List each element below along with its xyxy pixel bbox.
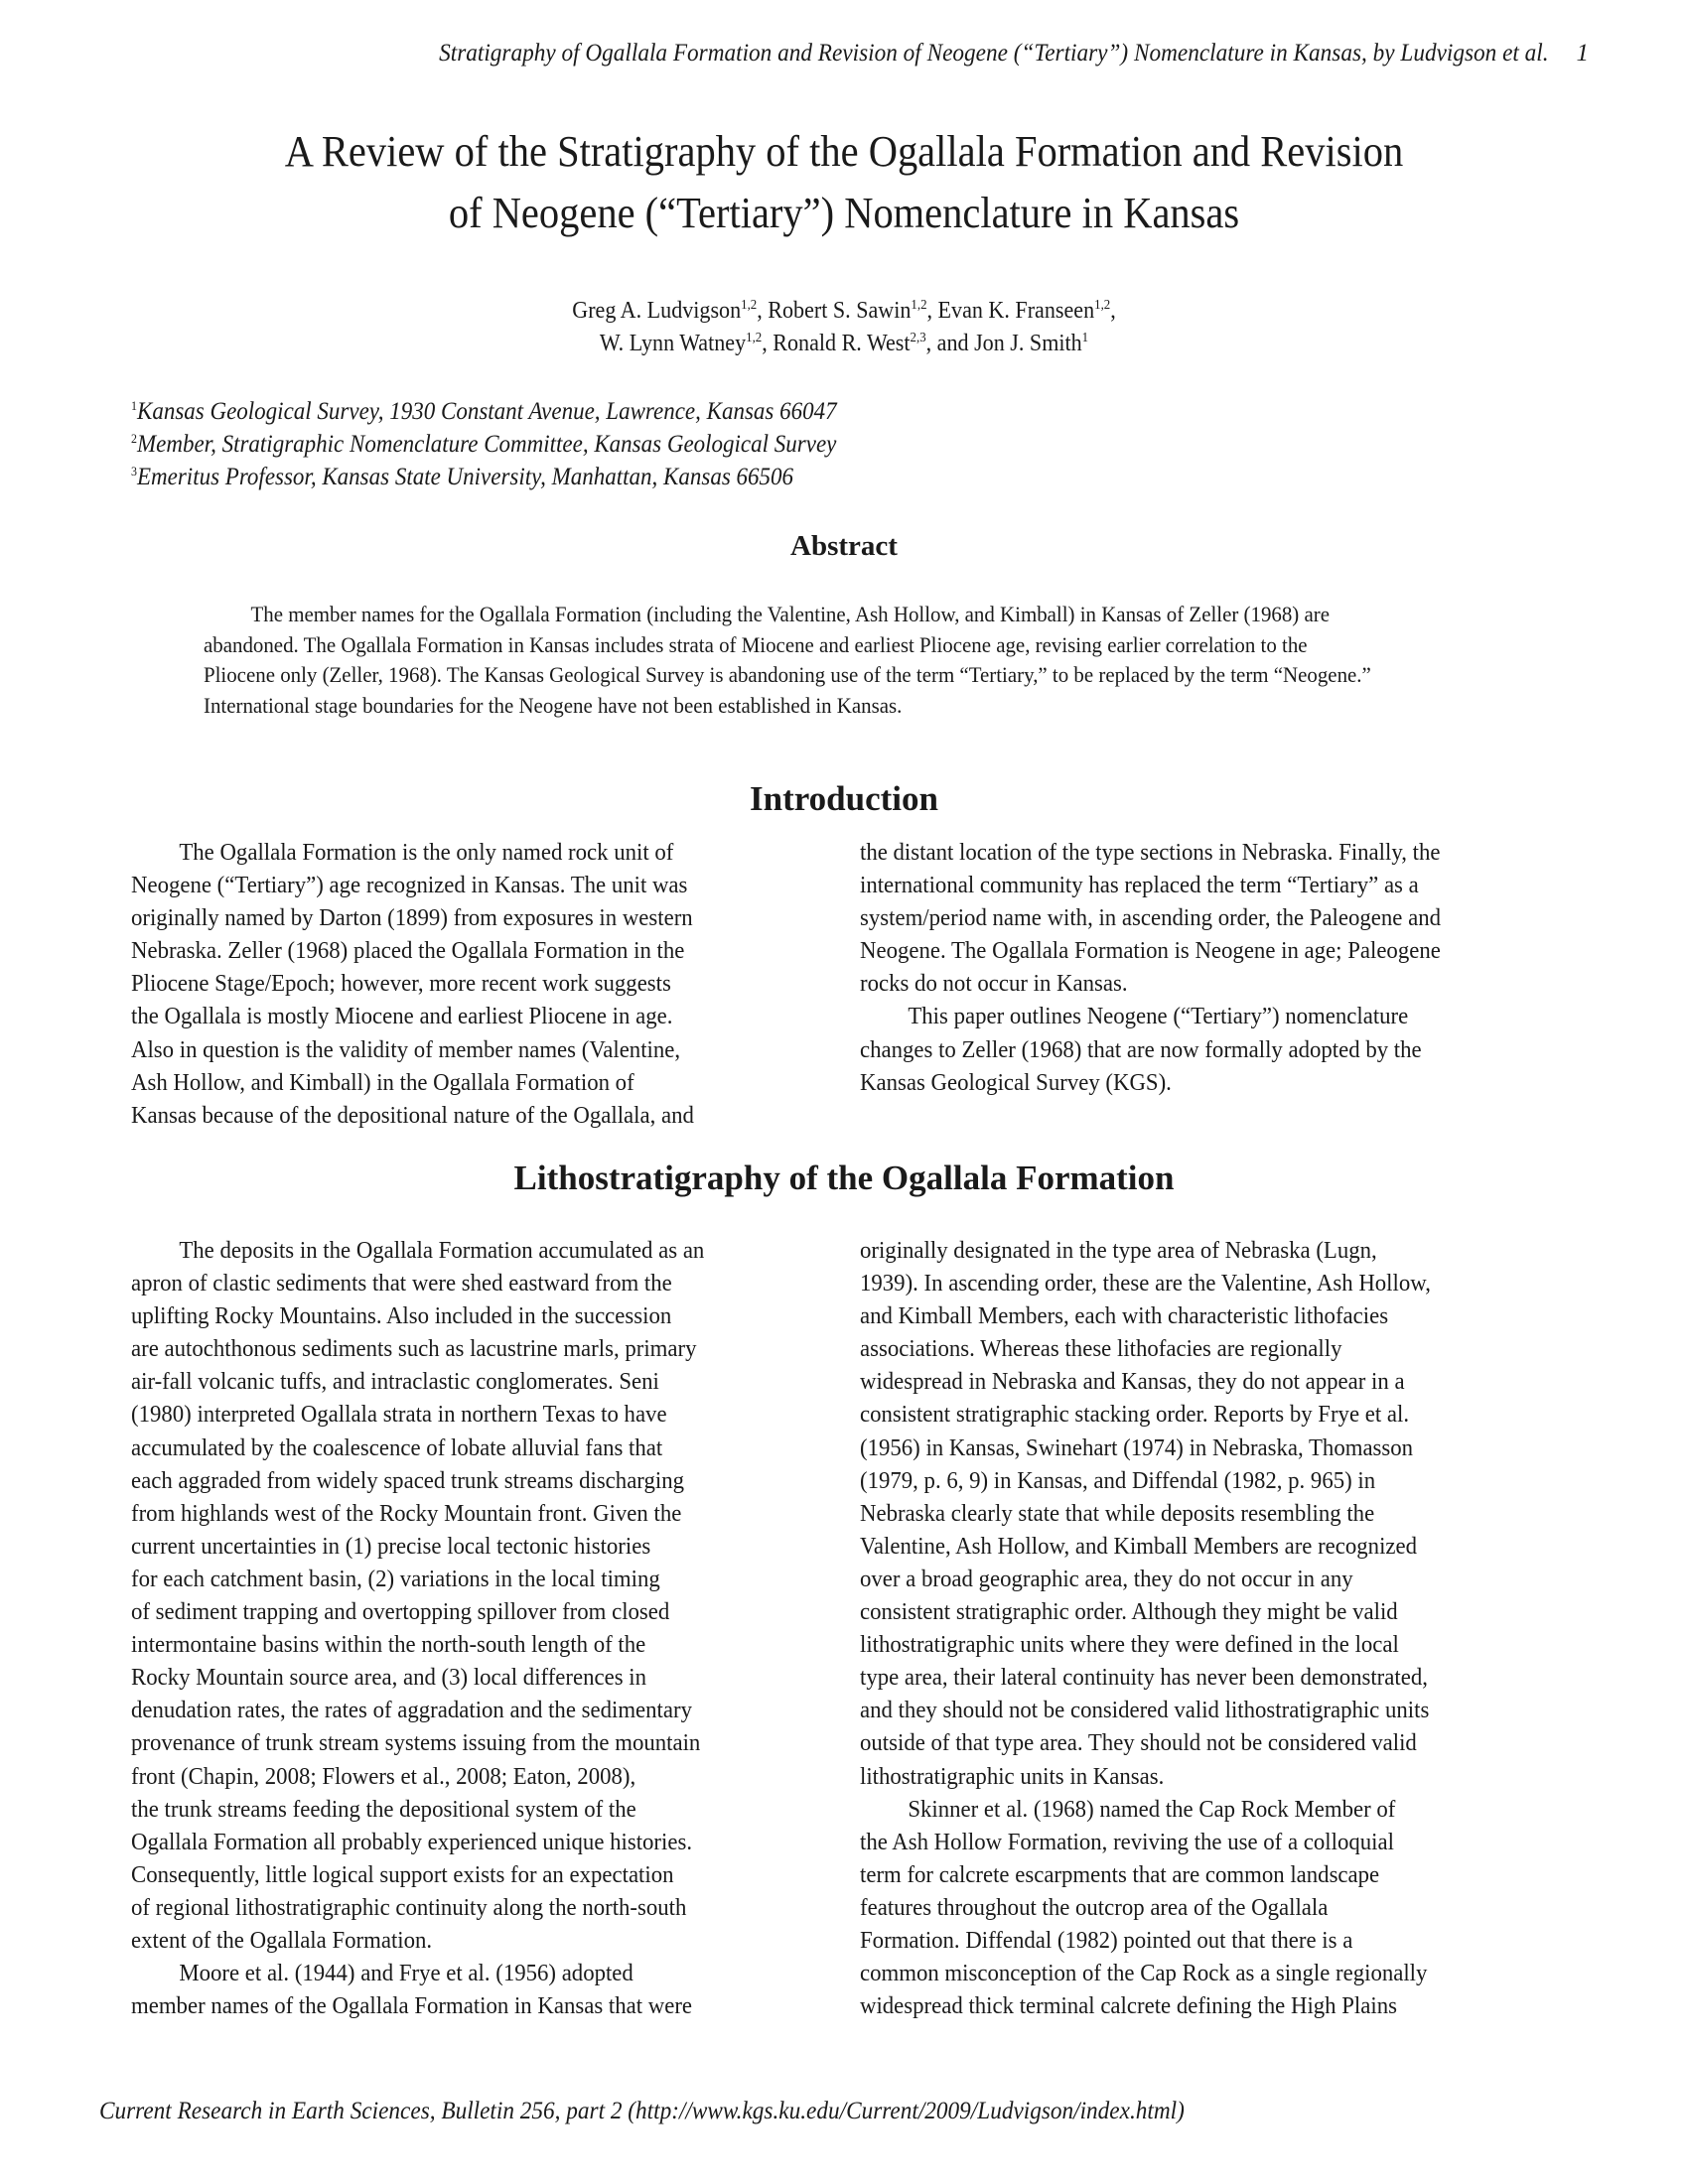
affiliation-text: Kansas Geological Survey, 1930 Constant Avenue, Lawrence, Kansas 66047 [136,398,837,425]
text-line: air-fall volcanic tuffs, and intraclastic conglomerates. Seni [131,1368,659,1396]
author-name: Ronald R. West [773,331,911,356]
affiliation [131,428,837,461]
author-line-2 [250,328,1438,360]
text-line: and they should not be considered valid lithostratigraphic units [860,1697,1430,1724]
text-line: uplifting Rocky Mountains. Also included in the succession [131,1302,672,1330]
author-affil-mark: 1,2 [1094,298,1111,313]
lithostratigraphy-left-column [131,1234,826,2022]
text-line: lithostratigraphic units where they were defined in the local [860,1631,1399,1659]
text-line: the Ogallala is mostly Miocene and earliest Pliocene in age. [131,1003,673,1030]
text-line: from highlands west of the Rocky Mountain front. Given the [131,1499,682,1527]
affiliation-text: Member, Stratigraphic Nomenclature Committee, Kansas Geological Survey [136,431,837,458]
text-line: and Kimball Members, each with characteristic lithofacies [860,1302,1389,1330]
text-line: features throughout the outcrop area of the Ogallala [860,1893,1329,1921]
text-line: Ash Hollow, and Kimball) in the Ogallala Formation of [131,1068,634,1096]
text-line: front (Chapin, 2008; Flowers et al., 2008; Eaton, 2008), [131,1762,636,1790]
text-line: rocks do not occur in Kansas. [860,970,1128,998]
author-name: W. Lynn Watney [599,331,747,356]
running-head-text: Stratigraphy of Ogallala Formation and Revision of Neogene (“Tertiary”) Nomenclature in Kansas, by Ludvigson et al. [439,40,1549,67]
title-line-1: A Review of the Stratigraphy of the Ogallala Formation and Revision [284,127,1404,176]
author-affil-mark: 1,2 [911,298,927,313]
text-line: over a broad geographic area, they do not occur in any [860,1565,1353,1592]
introduction-right-column [860,836,1555,1099]
paper-title [99,121,1589,244]
paragraph-first-line: The deposits in the Ogallala Formation accumulated as an [179,1237,705,1264]
text-line: are autochthonous sediments such as lacustrine marls, primary [131,1335,697,1363]
text-line: system/period name with, in ascending order, the Paleogene and [860,904,1442,932]
text-line: Valentine, Ash Hollow, and Kimball Members are recognized [860,1532,1418,1560]
text-line: denudation rates, the rates of aggradation and the sedimentary [131,1697,692,1724]
text-line: Pliocene Stage/Epoch; however, more recent work suggests [131,970,671,998]
author-name: Robert S. Sawin [768,298,912,324]
abstract-text: The member names for the Ogallala Formation (including the Valentine, Ash Hollow, and Kimball) in Kansas of Zeller (1968) are abandoned. The Ogallala Formation in Kansas includes strata of Miocene and earliest Pliocene age, revising earlier correlation to the Pliocene only (Zeller, 1968). The Kansas Geological Survey is abandoning use of the term “Tertiary,” to be replaced by the term “Neogene.” International stage boundaries for the Neogene have not been established in Kansas. [204,602,1371,718]
text-line: Neogene. The Ogallala Formation is Neogene in age; Paleogene [860,937,1441,965]
text-line: the Ash Hollow Formation, reviving the use of a colloquial [860,1828,1394,1855]
page-footer [99,2098,1266,2125]
text-line: Nebraska. Zeller (1968) placed the Ogallala Formation in the [131,937,685,965]
title-line-2: of Neogene (“Tertiary”) Nomenclature in Kansas [448,189,1240,237]
text-line: originally named by Darton (1899) from exposures in western [131,904,693,932]
affiliation-text: Emeritus Professor, Kansas State University, Manhattan, Kansas 66506 [136,464,794,490]
affiliations [131,395,898,493]
author-affil-mark: 1,2 [746,331,763,345]
affiliation [131,461,837,493]
text-line: international community has replaced the term “Tertiary” as a [860,872,1419,899]
text-line: associations. Whereas these lithofacies are regionally [860,1335,1342,1363]
text-line: Rocky Mountain source area, and (3) local differences in [131,1664,647,1692]
text-line: widespread thick terminal calcrete defining the High Plains [860,1992,1397,2020]
abstract-heading: Abstract [790,530,898,562]
author-line-1 [250,295,1438,328]
footer-citation: Current Research in Earth Sciences, Bulletin 256, part 2 (http://www.kgs.ku.edu/Current/2009/Ludvigson/index.html) [99,2098,1185,2124]
paragraph-first-line: The Ogallala Formation is the only named rock unit of [179,839,674,866]
introduction-heading: Introduction [750,779,938,818]
author-name: Evan K. Franseen [937,298,1095,324]
text-line: (1956) in Kansas, Swinehart (1974) in Nebraska, Thomasson [860,1433,1414,1461]
text-line: 1939). In ascending order, these are the Valentine, Ash Hollow, [860,1270,1431,1297]
text-line: member names of the Ogallala Formation in Kansas that were [131,1992,693,2020]
author-affil-mark: 1,2 [741,298,758,313]
text-line: each aggraded from widely spaced trunk streams discharging [131,1466,684,1494]
author-name: Greg A. Ludvigson [572,298,742,324]
text-line: Kansas Geological Survey (KGS). [860,1068,1172,1096]
text-line: provenance of trunk stream systems issuing from the mountain [131,1729,701,1757]
text-line: changes to Zeller (1968) that are now formally adopted by the [860,1035,1422,1063]
author-separator: , [757,298,769,324]
text-line: Consequently, little logical support exists for an expectation [131,1860,674,1888]
paragraph-first-line: Skinner et al. (1968) named the Cap Rock Member of [908,1795,1396,1823]
text-line: Kansas because of the depositional nature of the Ogallala, and [131,1101,694,1129]
text-line: of sediment trapping and overtopping spillover from closed [131,1598,670,1626]
lithostratigraphy-heading: Lithostratigraphy of the Ogallala Formation [513,1159,1175,1197]
author-affil-mark: 2,3 [910,331,926,345]
affiliation-mark: 1 [131,398,137,413]
text-line: (1980) interpreted Ogallala strata in northern Texas to have [131,1401,667,1429]
page-number: 1 [1576,40,1589,67]
text-line: originally designated in the type area of Nebraska (Lugn, [860,1237,1377,1264]
text-line: Neogene (“Tertiary”) age recognized in Kansas. The unit was [131,872,688,899]
text-line: outside of that type area. They should not be considered valid [860,1729,1417,1757]
author-separator: , [926,298,938,324]
text-line: consistent stratigraphic order. Although they might be valid [860,1598,1398,1626]
author-list [199,295,1489,360]
text-line: current uncertainties in (1) precise local tectonic histories [131,1532,651,1560]
lithostratigraphy-right-column [860,1234,1555,2022]
text-line: Nebraska clearly state that while deposits resembling the [860,1499,1375,1527]
text-line: lithostratigraphic units in Kansas. [860,1762,1165,1790]
author-affil-mark: 1 [1081,331,1089,345]
text-line: extent of the Ogallala Formation. [131,1926,433,1954]
text-line: Formation. Diffendal (1982) pointed out that there is a [860,1926,1353,1954]
text-line: widespread in Nebraska and Kansas, they do not appear in a [860,1368,1405,1396]
text-line: Also in question is the validity of member names (Valentine, [131,1035,681,1063]
text-line: of regional lithostratigraphic continuity along the north-south [131,1893,687,1921]
text-line: Ogallala Formation all probably experienced unique histories. [131,1828,693,1855]
paragraph-first-line: Moore et al. (1944) and Frye et al. (1956) adopted [179,1960,633,1987]
author-name: Jon J. Smith [974,331,1082,356]
author-separator: , [762,331,774,356]
text-line: consistent stratigraphic stacking order. Reports by Frye et al. [860,1401,1410,1429]
author-separator: , and [925,331,975,356]
text-line: (1979, p. 6, 9) in Kansas, and Diffendal (1982, p. 965) in [860,1466,1376,1494]
affiliation-mark: 3 [131,464,137,478]
text-line: the distant location of the type sections in Nebraska. Finally, the [860,839,1441,866]
running-head [0,40,1589,68]
author-separator: , [1110,298,1116,324]
text-line: accumulated by the coalescence of lobate alluvial fans that [131,1433,663,1461]
text-line: common misconception of the Cap Rock as a single regionally [860,1960,1428,1987]
introduction-left-column [131,836,826,1132]
affiliation [131,395,837,428]
text-line: for each catchment basin, (2) variations in the local timing [131,1565,660,1592]
text-line: intermontaine basins within the north-south length of the [131,1631,646,1659]
affiliation-mark: 2 [131,431,137,446]
paragraph-first-line: This paper outlines Neogene (“Tertiary”) nomenclature [908,1003,1409,1030]
text-line: type area, their lateral continuity has never been demonstrated, [860,1664,1428,1692]
abstract-body [204,600,1425,721]
text-line: term for calcrete escarpments that are common landscape [860,1860,1380,1888]
text-line: the trunk streams feeding the depositional system of the [131,1795,636,1823]
text-line: apron of clastic sediments that were shed eastward from the [131,1270,672,1297]
